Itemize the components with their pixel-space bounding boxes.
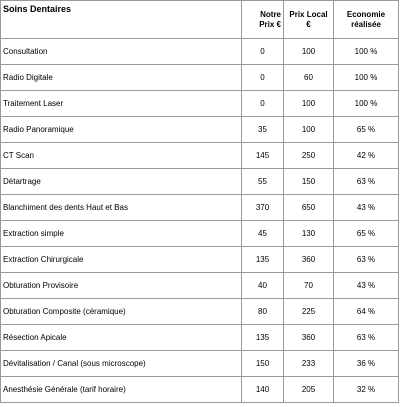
table-row bbox=[1, 273, 399, 299]
notre-prix-cell: 0 bbox=[242, 65, 284, 91]
notre-prix-cell: 55 bbox=[242, 169, 284, 195]
prix-local-cell: 360 bbox=[284, 325, 334, 351]
economie-cell: 63 % bbox=[334, 325, 399, 351]
table-row bbox=[1, 117, 399, 143]
notre-prix-cell: 35 bbox=[242, 117, 284, 143]
economie-cell: 65 % bbox=[334, 221, 399, 247]
table-row bbox=[1, 169, 399, 195]
table-body bbox=[1, 39, 399, 403]
economie-cell: 63 % bbox=[334, 247, 399, 273]
notre-prix-cell: 145 bbox=[242, 143, 284, 169]
table-row bbox=[1, 351, 399, 377]
treatment-name-cell: Détartrage bbox=[1, 169, 242, 195]
table-row bbox=[1, 91, 399, 117]
prix-local-cell: 100 bbox=[284, 39, 334, 65]
notre-prix-cell: 140 bbox=[242, 377, 284, 403]
header-notre-prix bbox=[242, 1, 284, 39]
treatment-name-cell: Traitement Laser bbox=[1, 91, 242, 117]
economie-cell: 32 % bbox=[334, 377, 399, 403]
table-row bbox=[1, 299, 399, 325]
header-soins-dentaires bbox=[1, 1, 242, 39]
economie-cell: 63 % bbox=[334, 169, 399, 195]
header-local-line1: Prix Local bbox=[289, 9, 328, 19]
treatment-name-cell: Blanchiment des dents Haut et Bas bbox=[1, 195, 242, 221]
economie-cell: 36 % bbox=[334, 351, 399, 377]
table-row bbox=[1, 325, 399, 351]
table-row bbox=[1, 39, 399, 65]
prix-local-cell: 650 bbox=[284, 195, 334, 221]
prix-local-cell: 225 bbox=[284, 299, 334, 325]
treatment-name-cell: Radio Panoramique bbox=[1, 117, 242, 143]
notre-prix-cell: 135 bbox=[242, 325, 284, 351]
prix-local-cell: 100 bbox=[284, 117, 334, 143]
treatment-name-cell: Extraction simple bbox=[1, 221, 242, 247]
treatment-name-cell: Dévitalisation / Canal (sous microscope) bbox=[1, 351, 242, 377]
treatment-name-cell: Obturation Composite (céramique) bbox=[1, 299, 242, 325]
prix-local-cell: 250 bbox=[284, 143, 334, 169]
header-eco-line1: Economie bbox=[346, 9, 386, 19]
notre-prix-cell: 45 bbox=[242, 221, 284, 247]
economie-cell: 100 % bbox=[334, 65, 399, 91]
prix-local-cell: 205 bbox=[284, 377, 334, 403]
treatment-name-cell: Radio Digitale bbox=[1, 65, 242, 91]
prix-local-cell: 60 bbox=[284, 65, 334, 91]
prix-local-cell: 150 bbox=[284, 169, 334, 195]
treatment-name-cell: Résection Apicale bbox=[1, 325, 242, 351]
notre-prix-cell: 0 bbox=[242, 39, 284, 65]
table-row bbox=[1, 143, 399, 169]
table-row bbox=[1, 377, 399, 403]
table-row bbox=[1, 65, 399, 91]
economie-cell: 65 % bbox=[334, 117, 399, 143]
economie-cell: 42 % bbox=[334, 143, 399, 169]
header-notre-line2: Prix € bbox=[259, 19, 281, 29]
economie-cell: 100 % bbox=[334, 39, 399, 65]
notre-prix-cell: 0 bbox=[242, 91, 284, 117]
treatment-name-cell: Obturation Provisoire bbox=[1, 273, 242, 299]
notre-prix-cell: 40 bbox=[242, 273, 284, 299]
prix-local-cell: 130 bbox=[284, 221, 334, 247]
economie-cell: 43 % bbox=[334, 273, 399, 299]
notre-prix-cell: 80 bbox=[242, 299, 284, 325]
table-row bbox=[1, 195, 399, 221]
treatment-name-cell: Extraction Chirurgicale bbox=[1, 247, 242, 273]
notre-prix-cell: 150 bbox=[242, 351, 284, 377]
treatment-name-cell: CT Scan bbox=[1, 143, 242, 169]
notre-prix-cell: 135 bbox=[242, 247, 284, 273]
header-eco-line2: réalisée bbox=[351, 19, 381, 29]
prix-local-cell: 360 bbox=[284, 247, 334, 273]
prix-local-cell: 100 bbox=[284, 91, 334, 117]
table-header bbox=[1, 1, 399, 39]
table-row bbox=[1, 221, 399, 247]
header-notre-line1: Notre bbox=[260, 9, 281, 19]
economie-cell: 100 % bbox=[334, 91, 399, 117]
prix-local-cell: 70 bbox=[284, 273, 334, 299]
treatment-name-cell: Consultation bbox=[1, 39, 242, 65]
header-prix-local bbox=[284, 1, 334, 39]
header-local-line2: € bbox=[306, 19, 311, 29]
notre-prix-cell: 370 bbox=[242, 195, 284, 221]
economie-cell: 43 % bbox=[334, 195, 399, 221]
header-row bbox=[1, 1, 399, 39]
header-name-label: Soins Dentaires bbox=[3, 4, 72, 14]
treatment-name-cell: Anesthésie Générale (tarif horaire) bbox=[1, 377, 242, 403]
economie-cell: 64 % bbox=[334, 299, 399, 325]
header-economie bbox=[334, 1, 399, 39]
table-row bbox=[1, 247, 399, 273]
prix-local-cell: 233 bbox=[284, 351, 334, 377]
